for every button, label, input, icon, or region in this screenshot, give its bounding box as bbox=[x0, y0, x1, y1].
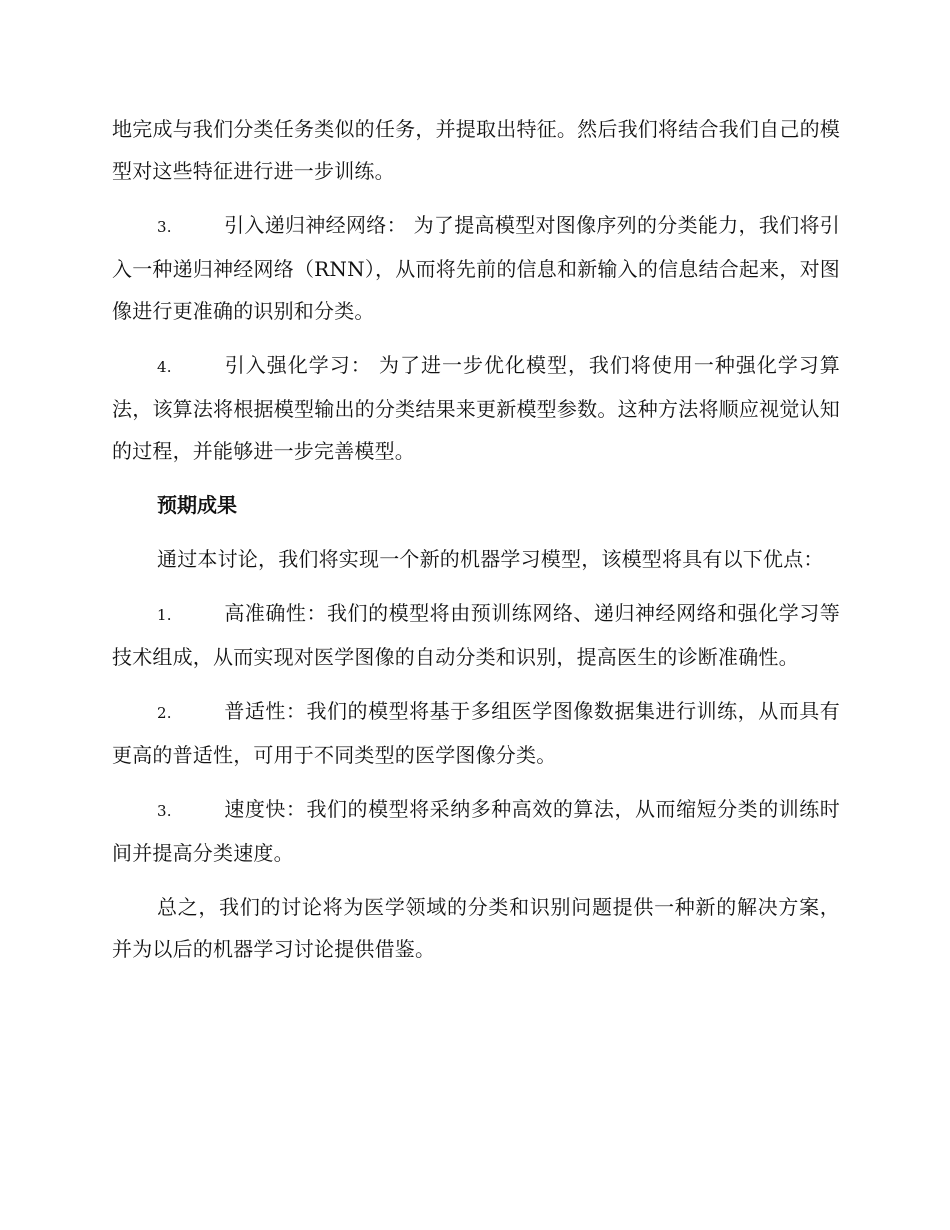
item-text: 引入强化学习： 为了进一步优化模型，我们将使用一种强化学习算法，该算法将根据模型输出的分类结果来更新模型参数。这种方法将顺应视觉认知的过程，并能够进一步完善模型。 bbox=[112, 353, 840, 463]
section-heading: 预期成果 bbox=[157, 493, 237, 517]
item-number: 1. bbox=[157, 606, 172, 624]
conclusion-paragraph: 总之，我们的讨论将为医学领域的分类和识别问题提供一种新的解决方案，并为以后的机器学习讨论提供借鉴。 bbox=[112, 895, 840, 961]
result-item-2 bbox=[112, 690, 840, 776]
method-item-4 bbox=[112, 344, 840, 472]
item-text: 普适性：我们的模型将基于多组医学图像数据集进行训练，从而具有更高的普适性，可用于不同类型的医学图像分类。 bbox=[112, 699, 840, 767]
item-number: 3. bbox=[157, 218, 172, 236]
result-item-1 bbox=[112, 592, 840, 678]
result-item-3 bbox=[112, 788, 840, 874]
item-text: 引入递归神经网络： 为了提高模型对图像序列的分类能力，我们将引入一种递归神经网络（RNN），从而将先前的信息和新输入的信息结合起来，对图像进行更准确的识别和分类。 bbox=[112, 213, 840, 323]
method-item-3 bbox=[112, 204, 840, 332]
item-text: 速度快：我们的模型将采纳多种高效的算法，从而缩短分类的训练时间并提高分类速度。 bbox=[112, 797, 840, 865]
continued-paragraph: 地完成与我们分类任务类似的任务，并提取出特征。然后我们将结合我们自己的模型对这些特征进行进一步训练。 bbox=[112, 117, 840, 183]
item-number: 3. bbox=[157, 802, 172, 820]
item-number: 4. bbox=[157, 358, 172, 376]
document-page bbox=[112, 108, 840, 982]
section-intro: 通过本讨论，我们将实现一个新的机器学习模型，该模型将具有以下优点： bbox=[157, 547, 824, 571]
item-number: 2. bbox=[157, 704, 172, 722]
item-text: 高准确性：我们的模型将由预训练网络、递归神经网络和强化学习等技术组成，从而实现对医学图像的自动分类和识别，提高医生的诊断准确性。 bbox=[112, 601, 840, 669]
